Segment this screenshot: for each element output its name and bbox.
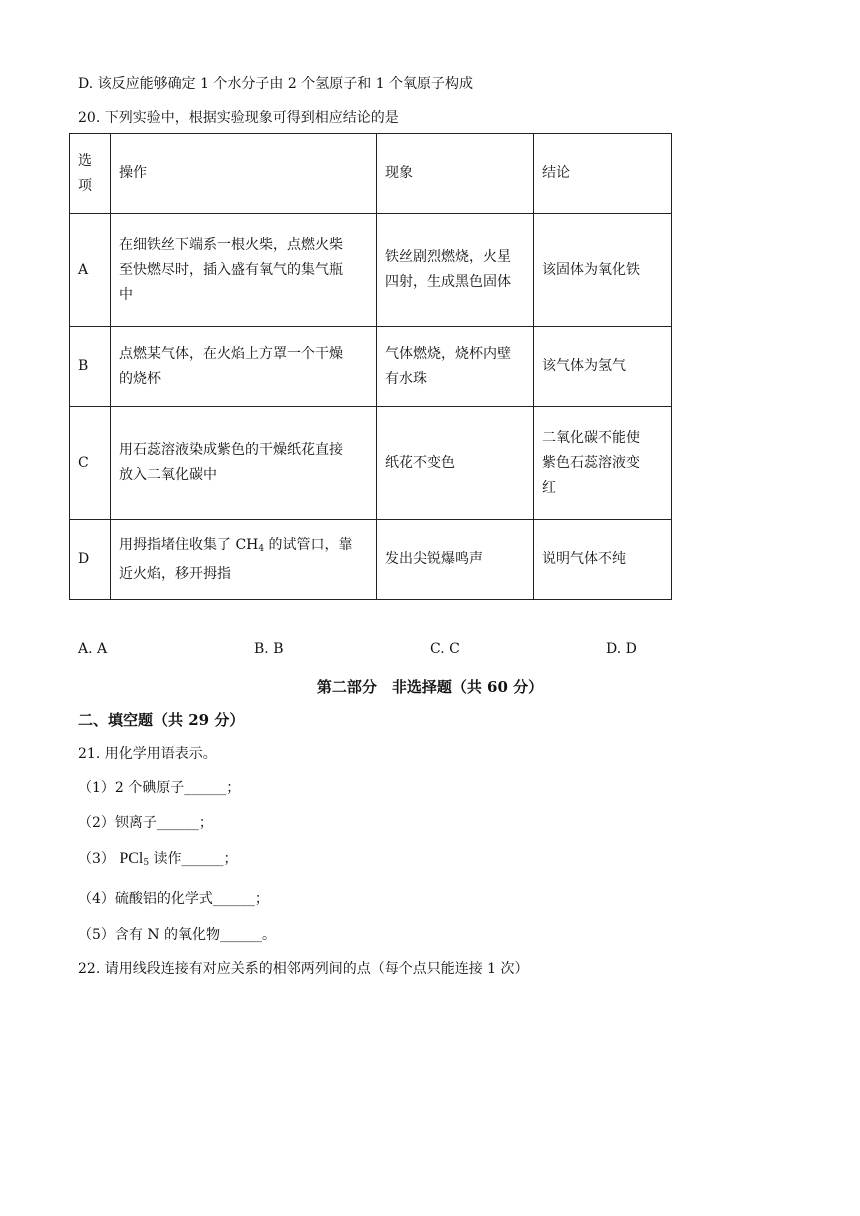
section-title: 二、填空题（共 29 分）: [78, 711, 245, 729]
phenomenon-line: 发出尖锐爆鸣声: [385, 551, 483, 567]
table-row: [70, 327, 672, 407]
q22-stem: 22. 请用线段连接有对应关系的相邻两列间的点（每个点只能连接 1 次）: [78, 961, 529, 977]
operation-line: [119, 533, 368, 562]
answer-choice-d[interactable]: D. D: [606, 641, 637, 657]
q21-sub-5: （5）含有 N 的氧化物______。: [78, 927, 277, 943]
row-operation: [111, 327, 377, 407]
conclusion-line: 紫色石蕊溶液变: [542, 454, 640, 471]
header-conclusion: 结论: [534, 134, 672, 214]
operation-line: 的烧杯: [119, 370, 161, 387]
row-conclusion: [534, 407, 672, 520]
table-row: [70, 214, 672, 327]
experiment-table: [69, 133, 672, 600]
q21-sub-2: （2）钡离子______；: [78, 815, 213, 831]
q21-sub-3: [78, 848, 238, 868]
header-option-line2: 项: [78, 177, 92, 194]
header-phenomenon: 现象: [377, 134, 534, 214]
operation-line: 用石蕊溶液染成紫色的干燥纸花直接: [119, 442, 343, 458]
answer-choice-a[interactable]: A. A: [78, 641, 108, 657]
q21-sub-3-prefix: （3）: [78, 851, 120, 867]
row-option: C: [70, 407, 111, 520]
formula-pcl: PCl: [119, 850, 144, 867]
row-operation: [111, 214, 377, 327]
operation-line: 放入二氧化碳中: [119, 467, 217, 483]
header-operation: 操作: [111, 134, 377, 214]
operation-line: 点燃某气体，在火焰上方罩一个干燥: [119, 345, 343, 362]
q21-sub-4: （4）硫酸铝的化学式______；: [78, 891, 269, 907]
answer-choice-b[interactable]: B. B: [254, 641, 284, 657]
operation-line: 至快燃尽时，插入盛有氧气的集气瓶: [119, 261, 343, 278]
operation-line: 中: [119, 286, 133, 303]
row-phenomenon: [377, 327, 534, 407]
q21-sub-3-suffix: 读作______；: [149, 851, 238, 867]
phenomenon-line: 有水珠: [385, 370, 427, 387]
row-phenomenon: [377, 214, 534, 327]
row-conclusion: [534, 327, 672, 407]
conclusion-line: 红: [542, 479, 556, 496]
row-phenomenon: [377, 407, 534, 520]
conclusion-line: 说明气体不纯: [542, 551, 626, 567]
part2-title: 第二部分 非选择题（共 60 分）: [316, 678, 544, 696]
row-operation: [111, 520, 377, 600]
q19-option-d: D. 该反应能够确定 1 个水分子由 2 个氢原子和 1 个氧原子构成: [78, 76, 474, 92]
row-conclusion: [534, 214, 672, 327]
operation-line: 在细铁丝下端系一根火柴，点燃火柴: [119, 236, 343, 253]
row-option: A: [70, 214, 111, 327]
q21-sub-1: （1）2 个碘原子______；: [78, 780, 241, 796]
formula-subscript: 4: [258, 543, 265, 554]
formula-subscript: 5: [143, 858, 150, 868]
header-option-line1: 选: [78, 152, 92, 169]
operation-prefix: 用拇指堵住收集了 CH: [119, 536, 259, 553]
row-operation: [111, 407, 377, 520]
phenomenon-line: 四射，生成黑色固体: [385, 274, 511, 290]
table-row: [70, 407, 672, 520]
table-header-row: [70, 134, 672, 214]
q20-answer-choices: [78, 641, 638, 661]
operation-line: 近火焰，移开拇指: [119, 565, 231, 582]
row-phenomenon: [377, 520, 534, 600]
conclusion-line: 该固体为氧化铁: [542, 261, 640, 278]
q20-stem: 20. 下列实验中，根据实验现象可得到相应结论的是: [78, 110, 399, 126]
phenomenon-line: 铁丝剧烈燃烧，火星: [385, 249, 511, 265]
phenomenon-line: 气体燃烧，烧杯内壁: [385, 345, 511, 362]
row-option: D: [70, 520, 111, 600]
phenomenon-line: 纸花不变色: [385, 454, 455, 471]
operation-suffix: 的试管口，靠: [264, 536, 353, 553]
row-option: B: [70, 327, 111, 407]
table-row: [70, 520, 672, 600]
conclusion-line: 该气体为氢气: [542, 358, 626, 374]
header-option: [70, 134, 111, 214]
answer-choice-c[interactable]: C. C: [430, 641, 460, 657]
row-conclusion: [534, 520, 672, 600]
q21-stem: 21. 用化学用语表示。: [78, 746, 217, 762]
conclusion-line: 二氧化碳不能使: [542, 429, 640, 446]
